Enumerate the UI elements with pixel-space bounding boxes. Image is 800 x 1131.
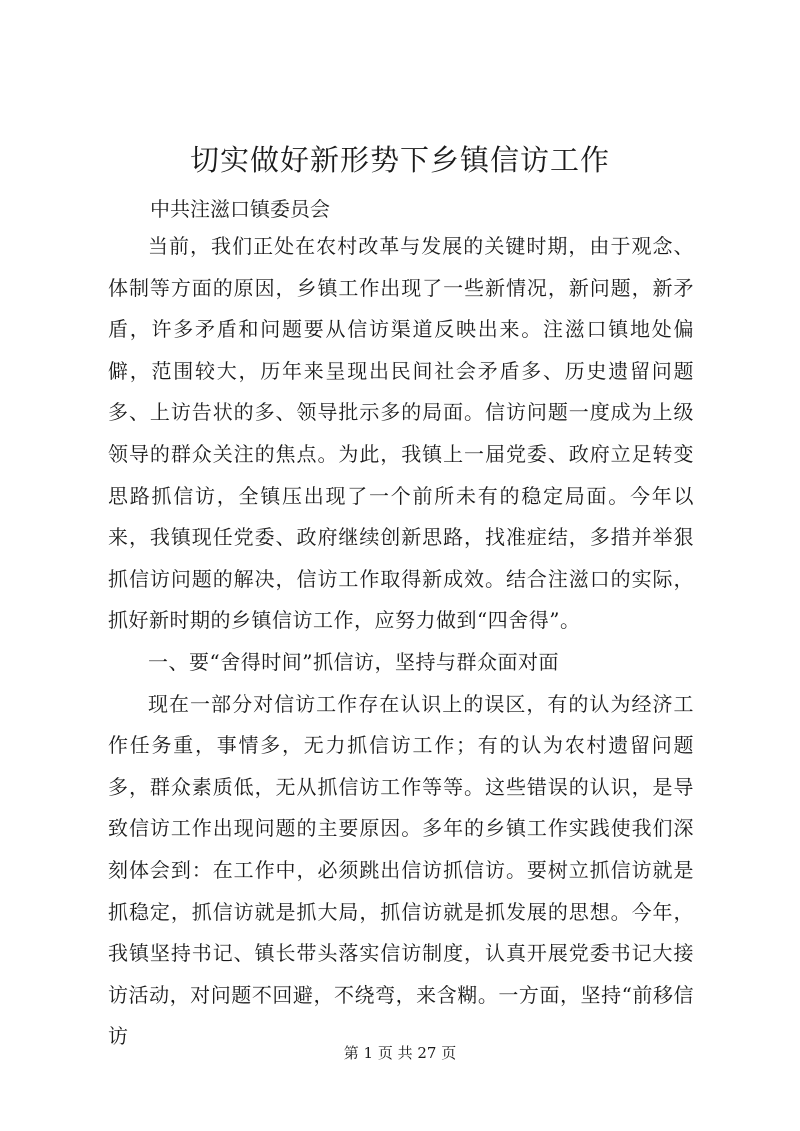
page-number-footer: 第 1 页 共 27 页 bbox=[343, 1044, 457, 1062]
document-body bbox=[108, 226, 694, 1058]
author-line: 中共注滋口镇委员会 bbox=[150, 197, 330, 221]
section-heading: 一、要“舍得时间”抓信访，坚持与群众面对面 bbox=[148, 649, 559, 674]
document-title: 切实做好新形势下乡镇信访工作 bbox=[189, 143, 610, 177]
section-paragraph: 现在一部分对信访工作存在认识上的误区，有的认为经济工作任务重，事情多，无力抓信访工作；有的认为农村遗留问题多，群众素质低，无从抓信访工作等等。这些错误的认识，是导致信访工作出现问题的主要原因。多年的乡镇工作实践使我们深刻体会到：在工作中，必须跳出信访抓信访。要树立抓信访就是抓稳定，抓信访就是抓大局，抓信访就是抓发展的思想。今年，我镇坚持书记、镇长带头落实信访制度，认真开展党委书记大接访活动，对问题不回避，不绕弯，来含糊。一方面，坚持“前移信访 bbox=[108, 691, 694, 1049]
intro-paragraph: 当前，我们正处在农村改革与发展的关键时期，由于观念、体制等方面的原因，乡镇工作出现了一些新情况，新问题，新矛盾，许多矛盾和问题要从信访渠道反映出来。注滋口镇地处偏僻，范围较大，历年来呈现出民间社会矛盾多、历史遗留问题多、上访告状的多、领导批示多的局面。信访问题一度成为上级领导的群众关注的焦点。为此，我镇上一届党委、政府立足转变思路抓信访，全镇压出现了一个前所未有的稳定局面。今年以来，我镇现任党委、政府继续创新思路，找准症结，多措并举狠抓信访问题的解决，信访工作取得新成效。结合注滋口的实际，抓好新时期的乡镇信访工作，应努力做到“四舍得”。 bbox=[108, 234, 694, 633]
